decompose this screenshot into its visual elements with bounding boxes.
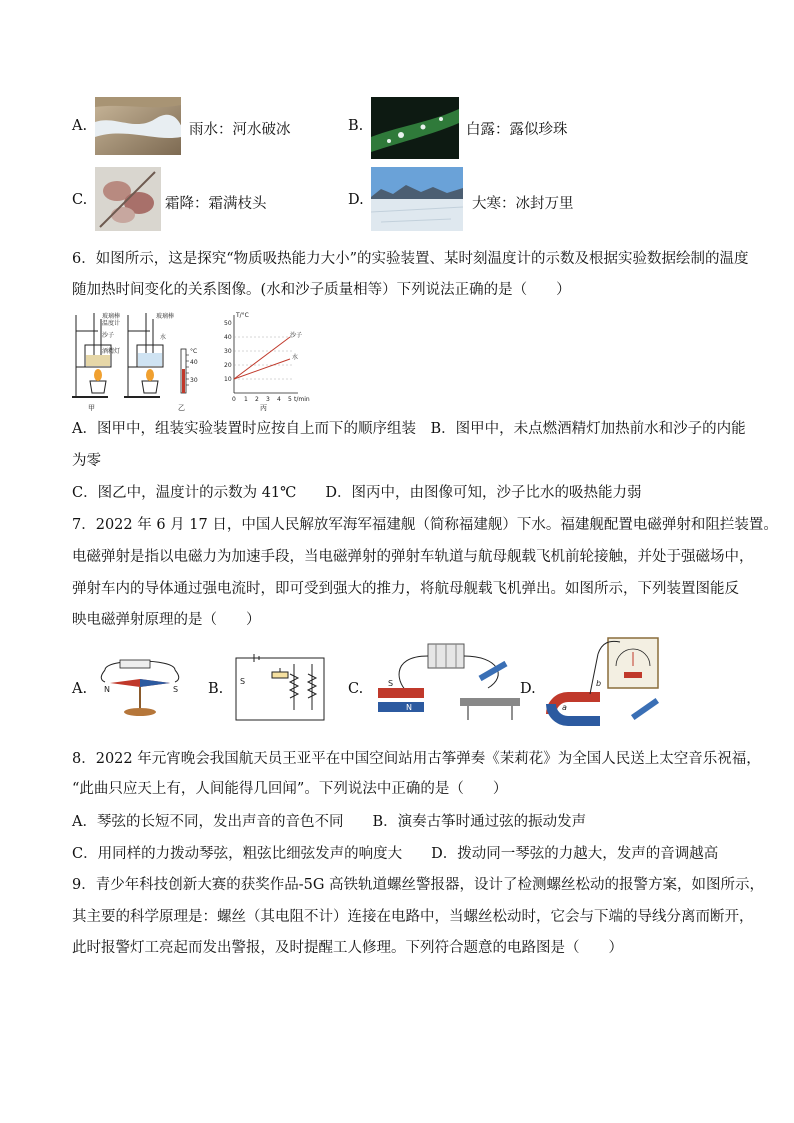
q7-figure-a-compass — [95, 650, 195, 722]
q7-option-c-letter: C. — [348, 681, 364, 697]
q6-stem-line2: 随加热时间变化的关系图像。(水和沙子质量相等）下列说法正确的是（ ） — [72, 282, 571, 298]
q7-figure-c-motor — [368, 636, 530, 726]
option-c-letter: C. — [72, 192, 88, 208]
label-alcohol-lamp: 酒精灯 — [102, 348, 121, 355]
q7-figure-d-generator — [540, 634, 664, 730]
q9-line1: 9．青少年科技创新大赛的获奖作品-5G 高铁轨道螺丝警报器，设计了检测螺丝松动的报警方案，如图所示， — [72, 877, 765, 893]
option-b-letter: B. — [348, 118, 364, 134]
q7-figure-b-electromagnet — [232, 650, 332, 724]
graph-y10: 10 — [224, 376, 232, 383]
graph-y50: 50 — [224, 320, 232, 327]
q7-line2: 电磁弹射是指以电磁力为加速手段，当电磁弹射的弹射车轨道与航母舰载飞机前轮接触，并处于强磁场中， — [72, 549, 754, 565]
graph-x2: 2 — [255, 396, 259, 403]
q9-line3: 此时报警灯工亮起而发出警报，及时提醒工人修理。下列符合题意的电路图是（ ） — [72, 940, 623, 956]
graph-y40: 40 — [224, 334, 232, 341]
option-d-text: 大寒：冰封万里 — [472, 196, 574, 212]
wire-b-label: b — [596, 679, 602, 688]
motor-n-label: N — [406, 703, 412, 712]
q8-line1: 8．2022 年元宵晚会我国航天员王亚平在中国空间站用古筝弹奏《茉莉花》为全国人民送上太空音乐祝福， — [72, 751, 761, 767]
graph-x3: 3 — [266, 396, 270, 403]
label-thermometer: 温度计 — [102, 320, 121, 327]
q7-option-a-letter: A. — [72, 681, 88, 697]
option-b-text: 白露：露似珍珠 — [466, 122, 568, 138]
q6-option-cd: C．图乙中，温度计的示数为 41℃ D．图丙中，由图像可知，沙子比水的吸热能力弱 — [72, 485, 642, 501]
q7-line4: 映电磁弹射原理的是（ ） — [72, 612, 261, 628]
q8-option-ab: A．琴弦的长短不同，发出声音的音色不同 B．演奏古筝时通过弦的振动发声 — [72, 814, 587, 830]
q9-line2: 其主要的科学原理是：螺丝（其电阻不计）连接在电路中，当螺丝松动时，它会与下端的导线分离而断开， — [72, 909, 754, 925]
label-water: 水 — [160, 334, 167, 341]
graph-x5: 5 — [288, 396, 292, 403]
q6-option-ab: A．图甲中，组装实验装置时应按自上而下的顺序组装 B．图甲中，未点燃酒精灯加热前水和沙子的内能 — [72, 421, 746, 437]
q7-line1: 7．2022 年 6 月 17 日，中国人民解放军海军福建舰（简称福建舰）下水。福建舰配置电磁弹射和阻拦装置。 — [72, 517, 778, 533]
q6-figure — [68, 309, 318, 413]
graph-x4: 4 — [277, 396, 281, 403]
q8-line2: “此曲只应天上有，人间能得几回闻”。下列说法中正确的是（ ） — [72, 781, 508, 797]
thermo-unit: °C — [190, 348, 198, 355]
thermo-tick-30: 30 — [190, 377, 198, 384]
option-c-text: 霜降：霜满枝头 — [165, 196, 267, 212]
option-d-letter: D. — [348, 192, 364, 208]
compass-n-label: N — [104, 685, 110, 694]
river-ice-photo — [95, 97, 181, 155]
frost-branch-photo — [95, 167, 161, 231]
q7-line3: 弹射车内的导体通过强电流时，即可受到强大的推力，将航母舰载飞机弹出。如图所示，下列装置图能反 — [72, 581, 739, 597]
q6-option-ab-cont: 为零 — [72, 453, 101, 469]
q8-option-cd: C．用同样的力拨动琴弦，粗弦比细弦发声的响度大 D．拨动同一琴弦的力越大，发声的音调越高 — [72, 846, 719, 862]
q7-option-d-letter: D. — [520, 681, 536, 697]
compass-s-label: S — [173, 685, 179, 694]
caption-bing: 丙 — [260, 404, 267, 412]
motor-s-label: S — [388, 679, 394, 688]
thermo-tick-40: 40 — [190, 359, 198, 366]
caption-yi: 乙 — [178, 404, 185, 412]
graph-x1: 1 — [244, 396, 248, 403]
q6-stem-line1: 6．如图所示，这是探究“物质吸热能力大小”的实验装置、某时刻温度计的示数及根据实验数据绘制的温度 — [72, 251, 749, 267]
option-a-letter: A. — [72, 118, 88, 134]
q7-option-b-letter: B. — [208, 681, 224, 697]
graph-series-water: 水 — [292, 354, 299, 361]
wire-a-label: a — [562, 703, 567, 712]
graph-x0: 0 — [232, 396, 236, 403]
label-glass-rod-1: 玻璃棒 — [102, 313, 121, 320]
graph-ylabel: T/°C — [236, 312, 249, 319]
label-glass-rod-2: 玻璃棒 — [156, 313, 175, 320]
option-a-text: 雨水：河水破冰 — [189, 122, 291, 138]
graph-xlabel: t/min — [294, 396, 310, 403]
graph-series-sand: 沙子 — [290, 332, 303, 339]
caption-jia: 甲 — [88, 404, 95, 412]
switch-s-label: S — [240, 677, 246, 686]
label-sand: 沙子 — [102, 332, 115, 339]
frozen-lake-photo — [371, 167, 463, 231]
graph-y20: 20 — [224, 362, 232, 369]
graph-y30: 30 — [224, 348, 232, 355]
dew-leaf-photo — [371, 97, 459, 159]
